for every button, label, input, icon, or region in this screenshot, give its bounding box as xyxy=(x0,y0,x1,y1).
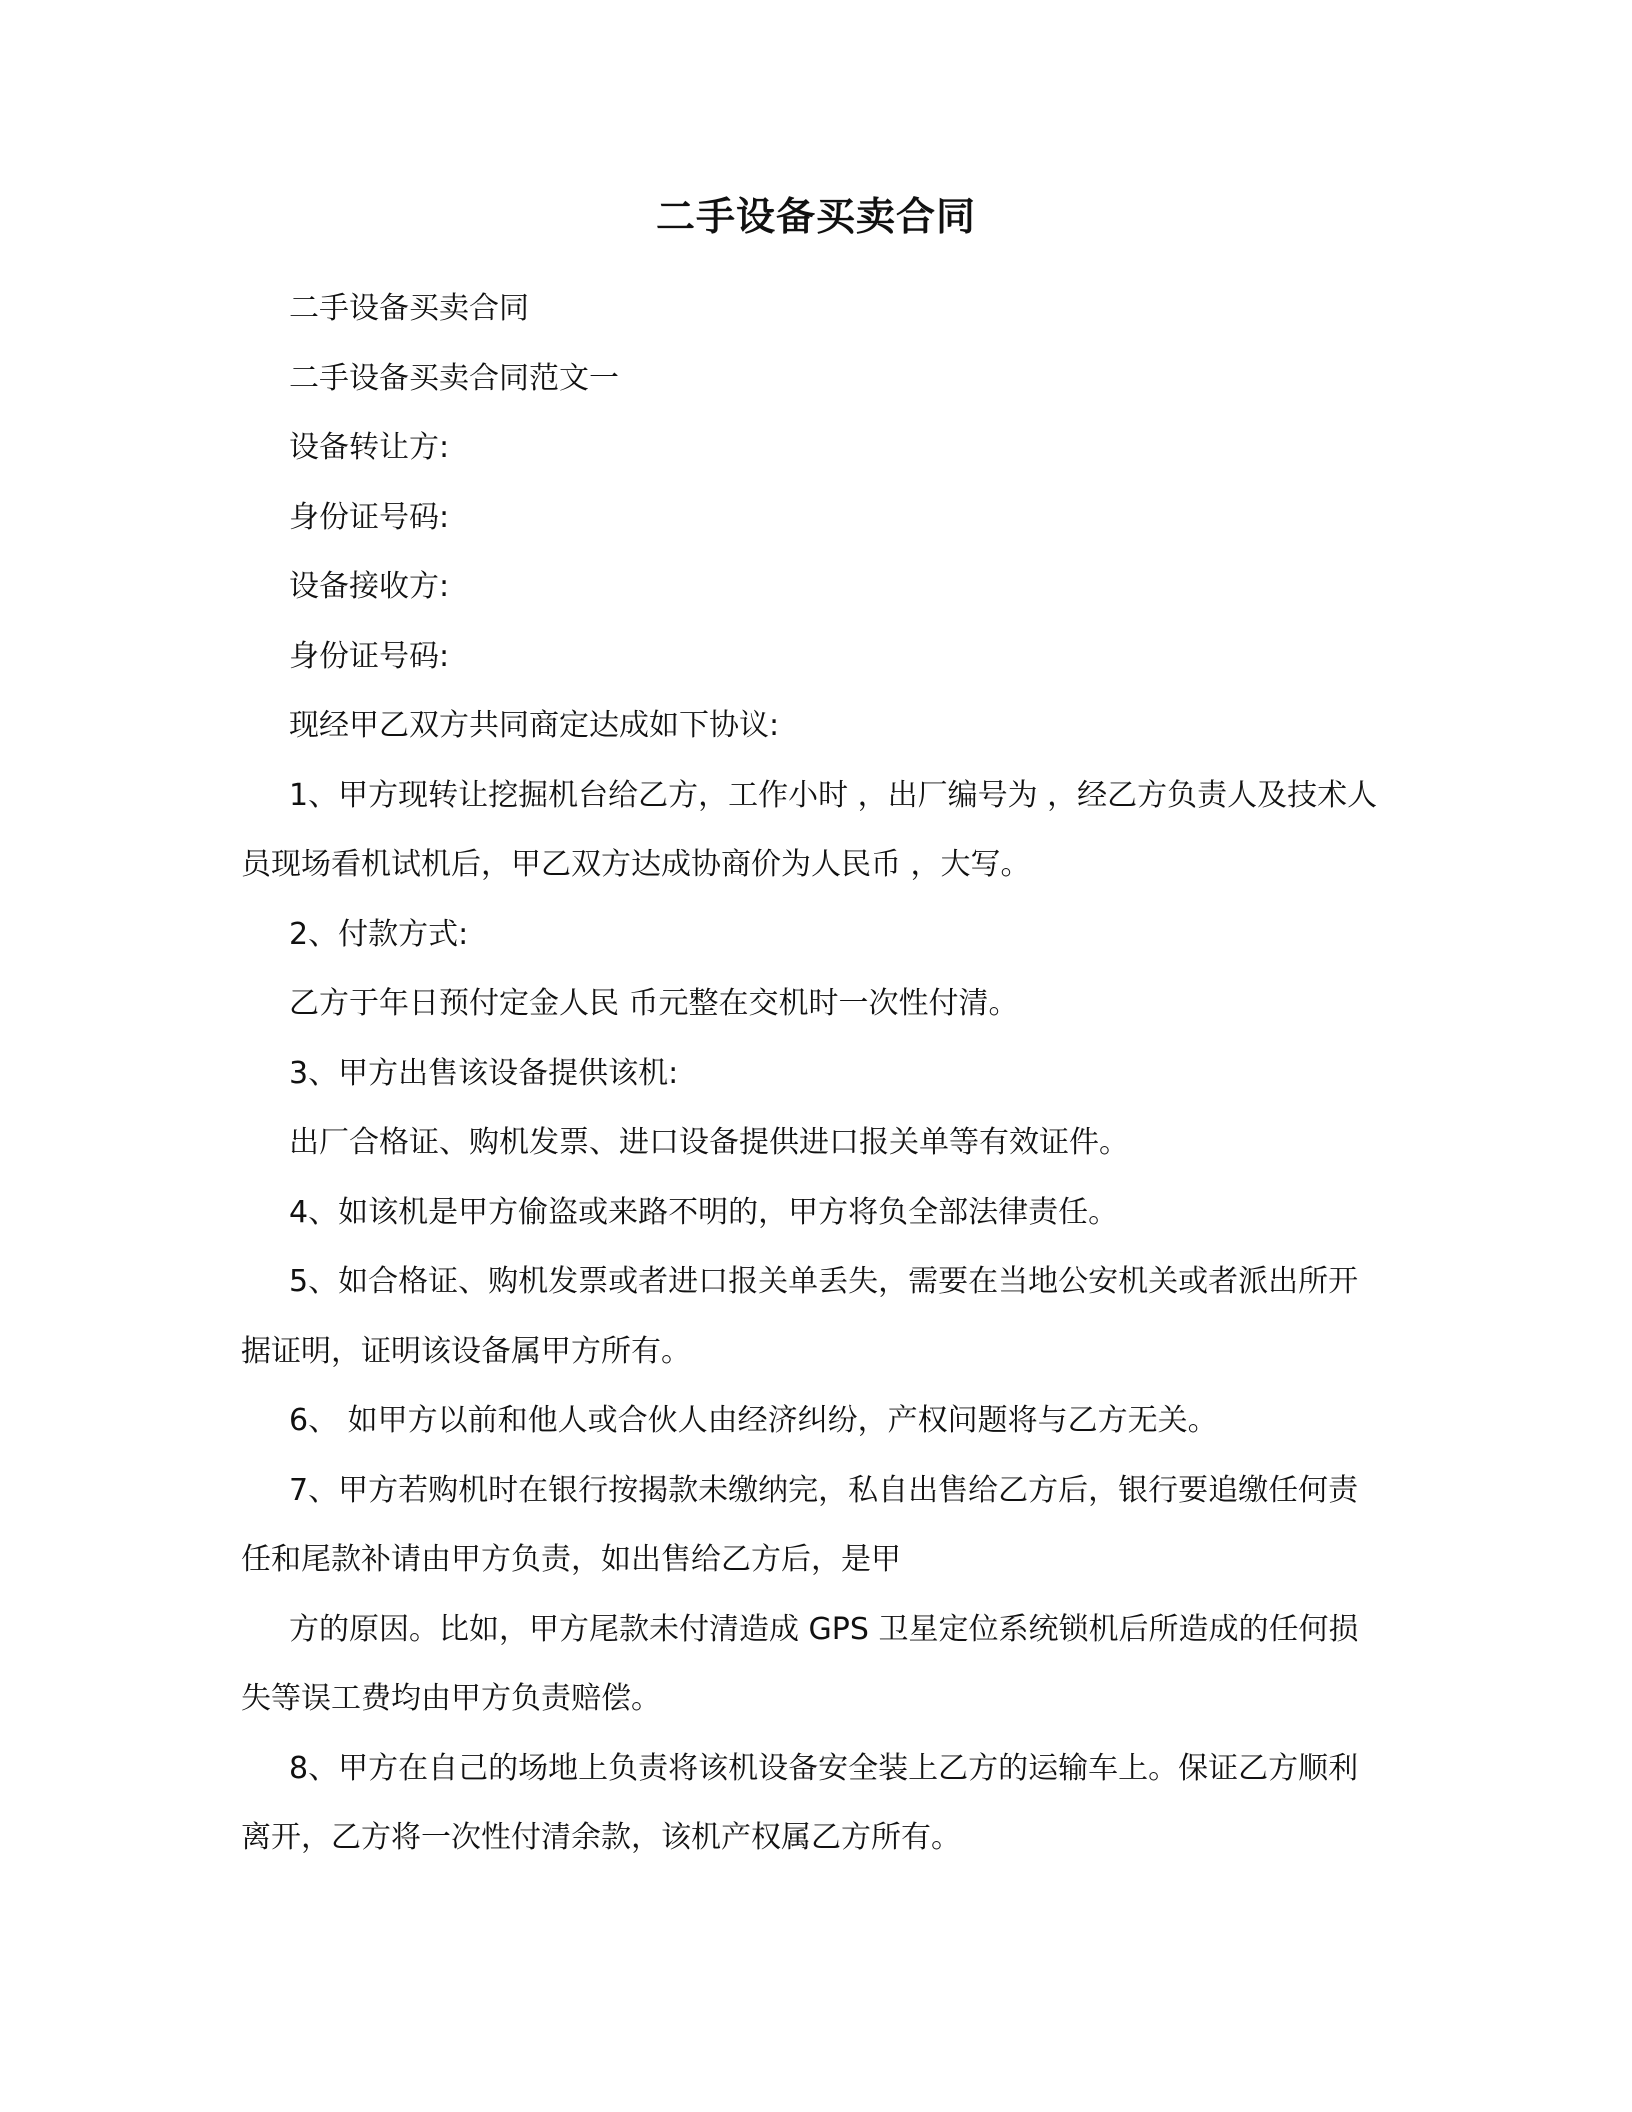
paragraph-clause-8: 8、甲方在自己的场地上负责将该机设备安全装上乙方的运输车上。保证乙方顺利离开，乙方将一次性付清余款，该机产权属乙方所有。 xyxy=(241,1750,1359,1855)
paragraph-clause-3: 3、甲方出售该设备提供该机: xyxy=(289,1055,679,1091)
paragraph-clause-7: 7、甲方若购机时在银行按揭款未缴纳完，私自出售给乙方后，银行要追缴任何责任和尾款补请由甲方负责，如出售给乙方后，是甲 xyxy=(241,1472,1359,1577)
paragraph-sample-title: 二手设备买卖合同范文一 xyxy=(289,360,619,396)
document-title: 二手设备买卖合同 xyxy=(655,195,976,240)
paragraph-clause-7-continued: 方的原因。比如，甲方尾款未付清造成 GPS 卫星定位系统锁机后所造成的任何损失等误工费均由甲方负责赔偿。 xyxy=(241,1611,1359,1716)
paragraph-clause-1: 1、甲方现转让挖掘机台给乙方，工作小时 ，出厂编号为 ，经乙方负责人及技术人员现场看机试机后，甲乙双方达成协商价为人民币 ，大写。 xyxy=(241,777,1378,882)
paragraph-receiver: 设备接收方: xyxy=(289,569,450,604)
paragraph-agreement-intro: 现经甲乙双方共同商定达成如下协议: xyxy=(289,708,780,743)
paragraph-clause-5: 5、如合格证、购机发票或者进口报关单丢失，需要在当地公安机关或者派出所开据证明，证明该设备属甲方所有。 xyxy=(241,1264,1359,1369)
paragraph-certificates: 出厂合格证、购机发票、进口设备提供进口报关单等有效证件。 xyxy=(289,1125,1129,1160)
paragraph-clause-2: 2、付款方式: xyxy=(289,916,469,952)
paragraph-payment-terms: 乙方于年日预付定金人民 币元整在交机时一次性付清。 xyxy=(289,986,1019,1021)
paragraph-transferor-id: 身份证号码: xyxy=(289,499,450,535)
paragraph-clause-4: 4、如该机是甲方偷盗或来路不明的，甲方将负全部法律责任。 xyxy=(289,1194,1119,1230)
document-body xyxy=(241,274,1391,1873)
paragraph-heading: 二手设备买卖合同 xyxy=(289,291,529,326)
paragraph-receiver-id: 身份证号码: xyxy=(289,638,450,674)
paragraph-transferor: 设备转让方: xyxy=(289,430,450,465)
paragraph-clause-6: 6、 如甲方以前和他人或合伙人由经济纠纷，产权问题将与乙方无关。 xyxy=(289,1403,1218,1438)
